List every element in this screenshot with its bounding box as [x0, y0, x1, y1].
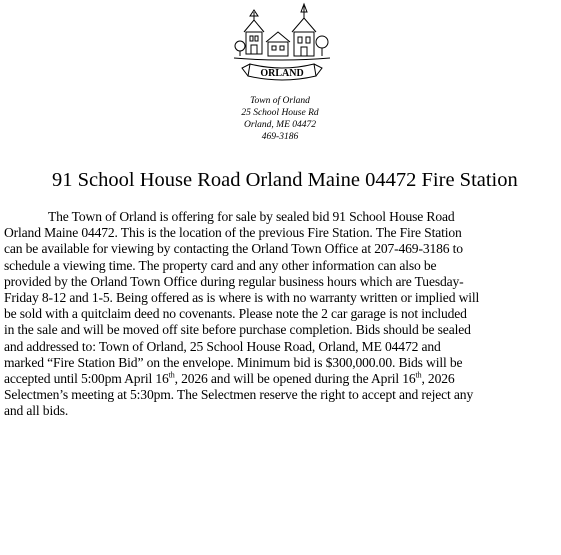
body-text-segment: , 2026 and will be opened during the April 16 — [174, 371, 416, 387]
address-town: Town of Orland — [250, 96, 310, 106]
ordinal-suffix: th — [168, 370, 175, 380]
seal-banner-text: ORLAND — [260, 68, 304, 79]
body-text-segment: accepted until 5:00pm April 16 — [4, 371, 169, 387]
town-seal-logo — [232, 2, 332, 88]
address-street: 25 School House Rd — [241, 108, 319, 118]
body-line: schedule a viewing time. The property card and any other information can also be — [4, 257, 437, 273]
body-line: and all bids. — [4, 403, 69, 419]
body-line: in the sale and will be moved off site before purchase completion. Bids should be sealed — [4, 322, 471, 338]
body-line: Friday 8-12 and 1-5. Being offered as is where is with no warranty written or implied will — [4, 290, 480, 306]
body-text-segment: , 2026 — [421, 371, 455, 387]
body-line: provided by the Orland Town Office during regular business hours which are Tuesday- — [4, 273, 464, 289]
body-line: can be available for viewing by contacting the Orland Town Office at 207-469-3186 to — [4, 241, 463, 257]
body-line: be sold with a quitclaim deed no covenants. Please note the 2 car garage is not included — [4, 306, 467, 322]
body-line: Selectmen’s meeting at 5:30pm. The Selectmen reserve the right to accept and reject any — [4, 387, 474, 403]
body-line — [4, 371, 560, 387]
address-city: Orland, ME 04472 — [243, 120, 317, 130]
address-phone: 469-3186 — [261, 132, 299, 142]
body-line: Orland Maine 04472. This is the location of the previous Fire Station. The Fire Station — [4, 225, 462, 241]
address-block — [180, 95, 380, 143]
body-line: marked “Fire Station Bid” on the envelope. Minimum bid is $300,000.00. Bids will be — [4, 354, 463, 370]
body-paragraph — [4, 209, 560, 420]
body-line: The Town of Orland is offering for sale by sealed bid 91 School House Road — [48, 209, 455, 224]
ordinal-suffix: th — [415, 370, 422, 380]
town-seal-icon — [232, 2, 332, 88]
page-title: 91 School House Road Orland Maine 04472 Fire Station — [52, 169, 518, 191]
body-line: and addressed to: Town of Orland, 25 School House Road, Orland, ME 04472 and — [4, 338, 441, 354]
